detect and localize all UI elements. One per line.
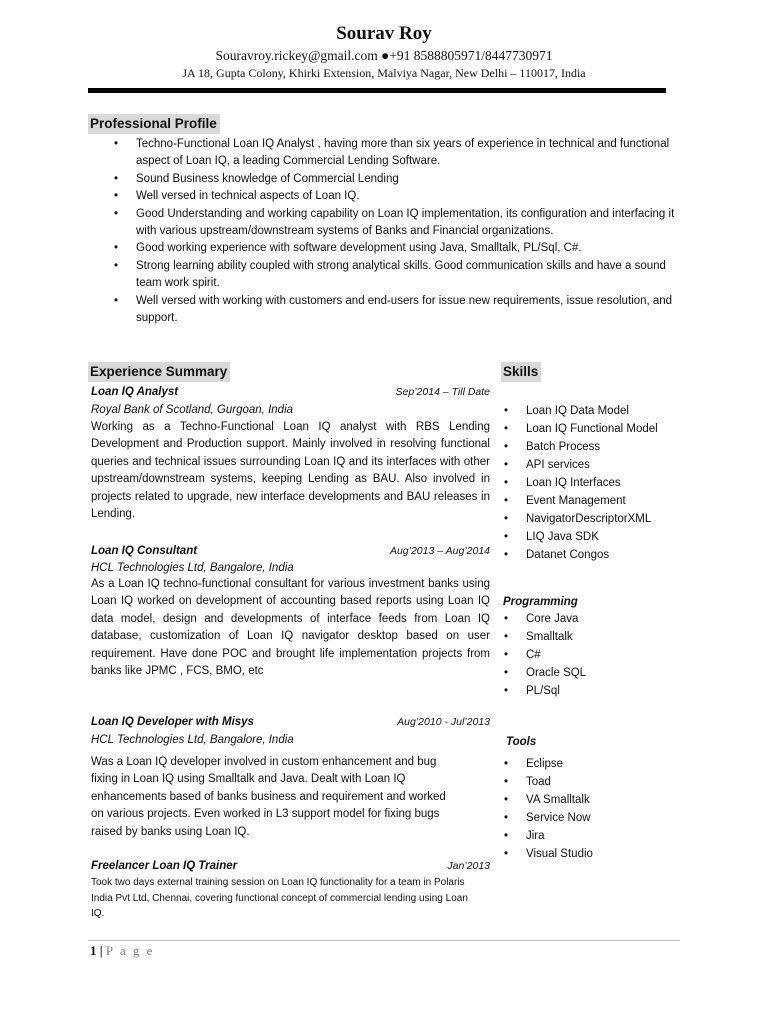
skill-item-text: Loan IQ Functional Model [526,423,658,435]
bullet-icon: • [504,776,509,788]
bullet-icon: • [504,495,509,507]
profile-item-text: Strong learning ability coupled with strong analytical skills. Good communication skills and have a sound team work spirit. [136,259,666,290]
skill-item [504,474,696,492]
programming-subtitle: Programming [503,596,578,608]
skill-item [504,438,696,456]
job-description: As a Loan IQ techno-functional consultant for various investment banks using Loan IQ worked on development of accounting based reports using Loan IQ data model, design and developments of interface feeds from Loan IQ database, customization of Loan IQ navigator desktop based on user requirement. Have done POC and brought life implementation projects from banks like JPMC , FCS, BMO, etc [91,578,490,678]
bullet-icon: • [504,549,509,561]
bullet-icon: • [504,794,509,806]
bullet-icon: • [504,685,509,697]
job-company: Royal Bank of Scotland, Gurgoan, India [91,404,294,416]
profile-item-text: Good Understanding and working capability on Loan IQ implementation, its configuration and interfacing it with various upstream/downstream systems of Banks and Financial organizations. [136,207,675,238]
bullet-icon: • [504,649,509,661]
profile-item [114,293,676,328]
programming-item [504,628,696,646]
job-entry-hcl-developer [91,713,490,841]
job-company: HCL Technologies Ltd, Bangalore, India [91,734,294,746]
profile-item-text: Sound Business knowledge of Commercial Lending [136,172,399,185]
tools-list [504,755,696,863]
bullet-icon: • [114,172,119,185]
experience-section-title: Experience Summary [88,362,230,382]
job-title: Loan IQ Analyst [91,386,179,398]
footer-separator: | [99,943,103,958]
bullet-icon: • [504,830,509,842]
profile-item-text: Well versed with working with customers and end-users for issue new requirements, issue resolution, and support. [136,294,673,325]
job-entry-rbs [91,383,490,523]
tool-item-text: Visual Studio [526,848,593,860]
tool-item [504,827,696,845]
profile-item [114,136,676,171]
tool-item [504,773,696,791]
profile-section-title: Professional Profile [88,114,220,134]
job-date: Jan’2013 [447,860,490,872]
skill-item-text: Loan IQ Interfaces [526,477,621,489]
programming-item-text: C# [526,649,541,661]
bullet-icon: • [504,758,509,770]
profile-item-text: Techno-Functional Loan IQ Analyst , having more than six years of experience in technical and functional aspect of Loan IQ, a leading Commercial Lending Software. [136,138,670,168]
tool-item [504,791,696,809]
page-footer [90,943,154,959]
profile-item-text: Good working experience with software development using Java, Smalltalk, PL/Sql, C#. [136,242,582,255]
tool-item-text: VA Smalltalk [526,794,590,806]
bullet-icon: • [504,613,509,625]
programming-item [504,646,696,664]
tool-item [504,809,696,827]
bullet-icon: • [504,477,509,489]
header-divider [88,88,666,93]
skill-item-text: NavigatorDescriptorXML [526,513,652,525]
skill-item [504,546,696,564]
tool-item [504,755,696,773]
bullet-icon: • [114,190,119,203]
programming-item-text: PL/Sql [526,685,560,697]
address-line: JA 18, Gupta Colony, Khirki Extension, Malviya Nagar, New Delhi – 110017, India [182,66,586,80]
job-description: Was a Loan IQ developer involved in custom enhancement and bug fixing in Loan IQ using Smalltalk and Java. Dealt with Loan IQ enhancements based of banks business and requirement and worked on various projects. Even worked in L3 support model for fixing bugs raised by banks using Loan IQ. [91,756,446,838]
skill-item-text: Loan IQ Data Model [526,405,629,417]
programming-item-text: Oracle SQL [526,667,587,679]
bullet-icon: • [504,423,509,435]
job-entry-hcl-consultant [91,542,490,680]
bullet-icon: • [504,667,509,679]
profile-item [114,171,676,188]
bullet-icon: • [114,259,119,272]
tool-item-text: Service Now [526,812,591,824]
bullet-icon: • [504,812,509,824]
job-title: Loan IQ Consultant [91,545,198,557]
job-date: Sep’2014 – Till Date [395,386,490,398]
resume-header [0,22,768,81]
job-description: Working as a Techno-Functional Loan IQ analyst with RBS Lending Development and Production support. Mainly involved in resolving functional queries and technical issues surrounding Loan IQ and its interfaces with other upstream/downstream systems, keeping Lending as BAU. Also involved in projects related to upgrade, new interface developments and BAU releases in Lending. [91,421,490,521]
skill-item-text: Batch Process [526,441,601,453]
skill-item [504,528,696,546]
skill-item [504,420,696,438]
contact-line: Souravroy.rickey@gmail.com ●+91 8588805971/8447730971 [215,48,553,63]
page-number: 1 [90,943,97,958]
job-title: Loan IQ Developer with Misys [91,716,254,728]
skill-item [504,456,696,474]
programming-item [504,610,696,628]
profile-item [114,188,676,205]
tool-item-text: Jira [526,830,545,842]
bullet-icon: • [504,848,509,860]
job-company: HCL Technologies Ltd, Bangalore, India [91,562,294,574]
tool-item [504,845,696,863]
job-date: Aug’2010 - Jul’2013 [397,716,490,728]
candidate-name: Sourav Roy [336,23,432,44]
skill-item-text: LIQ Java SDK [526,531,599,543]
skills-section-title: Skills [501,362,541,382]
skill-item-text: Datanet Congos [526,549,610,561]
bullet-icon: • [504,631,509,643]
skills-list [504,402,696,564]
bullet-icon: • [114,242,119,255]
job-date: Aug’2013 – Aug’2014 [389,545,490,557]
programming-item-text: Smalltalk [526,631,573,643]
profile-item [114,240,676,257]
skill-item-text: Event Management [526,495,626,507]
profile-item-text: Well versed in technical aspects of Loan IQ. [136,190,360,203]
bullet-icon: • [114,207,119,220]
profile-item [114,206,676,241]
footer-divider [88,940,680,941]
programming-item-text: Core Java [526,613,579,625]
tools-subtitle: Tools [506,736,537,748]
bullet-icon: • [504,513,509,525]
tool-item-text: Toad [526,776,551,788]
programming-list [504,610,696,700]
skill-item [504,492,696,510]
job-description: Took two days external training session on Loan IQ functionality for a team in Polaris India Pvt Ltd, Chennai, covering functional concept of commercial lending using Loan IQ. [91,877,468,920]
programming-item [504,682,696,700]
job-title: Freelancer Loan IQ Trainer [91,860,238,872]
bullet-icon: • [504,441,509,453]
programming-item [504,664,696,682]
bullet-icon: • [504,531,509,543]
job-entry-trainer [91,857,490,922]
bullet-icon: • [504,405,509,417]
skill-item-text: API services [526,459,590,471]
bullet-icon: • [114,138,119,150]
tool-item-text: Eclipse [526,758,564,770]
page-label: P a g e [105,943,155,958]
profile-item [114,258,676,293]
skill-item [504,510,696,528]
skill-item [504,402,696,420]
bullet-icon: • [504,459,509,471]
bullet-icon: • [114,294,119,307]
profile-list [114,136,676,327]
